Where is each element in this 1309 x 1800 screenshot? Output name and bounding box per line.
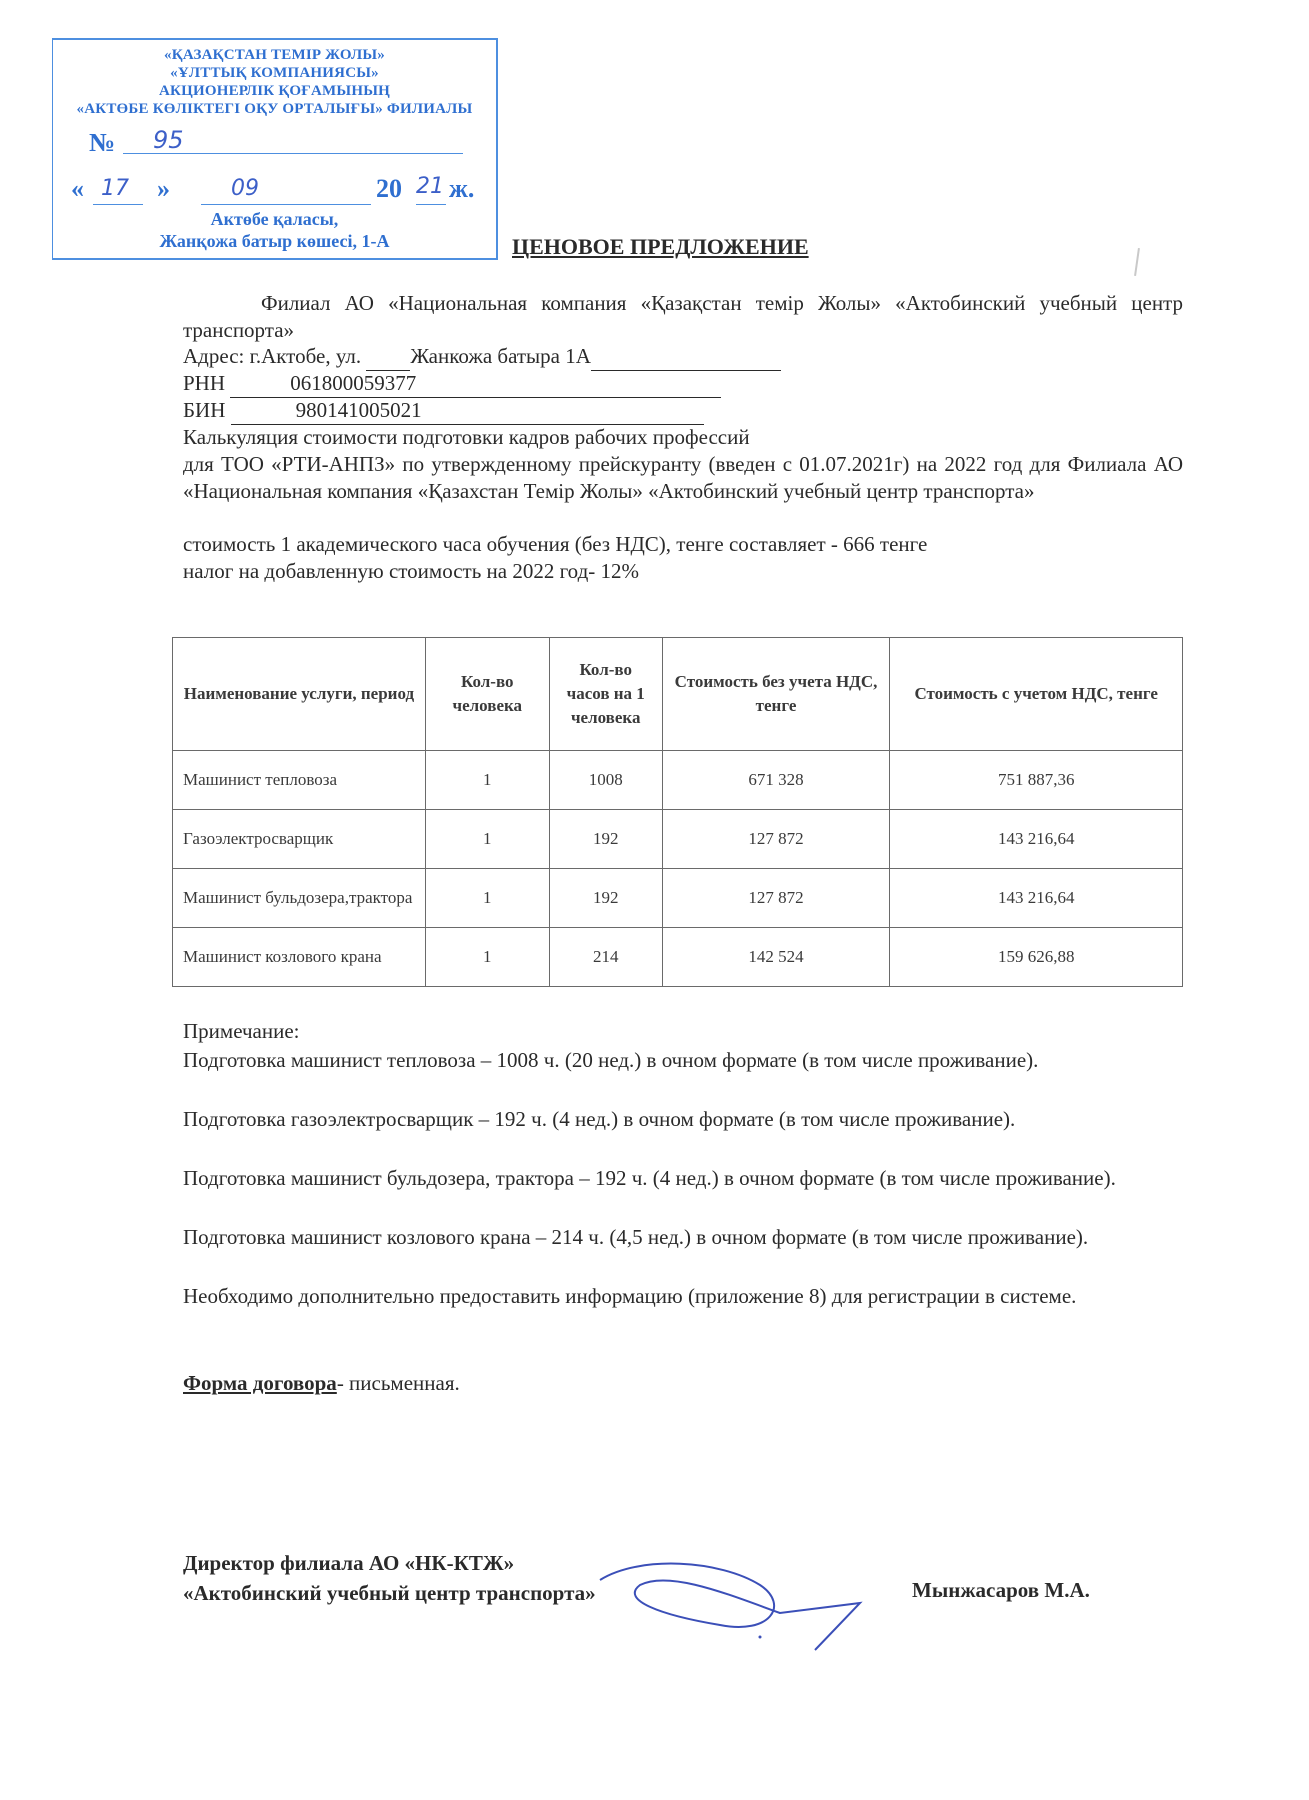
cell-people: 1 (425, 928, 549, 987)
cell-hours: 192 (549, 869, 662, 928)
cell-hours: 1008 (549, 751, 662, 810)
cell-service: Машинист козлового крана (173, 928, 426, 987)
bin-label: БИН (183, 398, 226, 422)
rnn-underline (416, 370, 721, 398)
stamp-number-value: 95 (153, 126, 184, 154)
bin-blank (231, 397, 296, 425)
cell-cost-vat: 159 626,88 (890, 928, 1183, 987)
header-hours: Кол-во часов на 1 человека (549, 638, 662, 751)
stamp-street: Жанқожа батыр көшесі, 1-А (159, 231, 390, 251)
table-row (173, 869, 1183, 928)
cell-hours: 192 (549, 810, 662, 869)
stamp-month: 09 (231, 176, 259, 201)
table-row (173, 751, 1183, 810)
note-item: Необходимо дополнительно предоставить информацию (приложение 8) для регистрации в системе. (183, 1284, 1077, 1308)
stamp-address (53, 208, 496, 252)
stamp-line: «ҰЛТТЫҚ КОМПАНИЯСЫ» (170, 65, 379, 81)
cell-hours: 214 (549, 928, 662, 987)
contract-value: - письменная. (336, 1371, 460, 1395)
cell-cost-vat: 143 216,64 (890, 869, 1183, 928)
header-cost-no-vat: Стоимость без учета НДС, тенге (662, 638, 890, 751)
stamp-day: 17 (101, 176, 129, 201)
address-blank (366, 343, 410, 371)
stamp-line: АКЦИОНЕРЛІК ҚОҒАМЫНЫҢ (158, 83, 390, 99)
cell-people: 1 (425, 869, 549, 928)
bin-line (183, 397, 1183, 425)
cell-cost-no-vat: 127 872 (662, 869, 890, 928)
calc-heading: Калькуляция стоимости подготовки кадров рабочих профессий (183, 425, 750, 449)
note-item: Подготовка машинист козлового крана – 214 ч. (4,5 нед.) в очном формате (в том числе проживание). (183, 1225, 1089, 1249)
bin-underline (422, 397, 704, 425)
rnn-value: 061800059377 (290, 370, 416, 398)
cell-cost-no-vat: 142 524 (662, 928, 890, 987)
stamp-line: «АКТӨБЕ КӨЛІКТЕГІ ОҚУ ОРТАЛЫҒЫ» ФИЛИАЛЫ (76, 101, 473, 117)
rnn-line (183, 370, 1183, 398)
vat-rate: налог на добавленную стоимость на 2022 год- 12% (183, 559, 640, 583)
stamp-date-open-quote: « (71, 174, 84, 203)
registration-stamp (52, 38, 498, 260)
page-title: ЦЕНОВОЕ ПРЕДЛОЖЕНИЕ (512, 234, 809, 259)
address-value: Жанкожа батыра 1А (410, 344, 591, 368)
cell-cost-no-vat: 671 328 (662, 751, 890, 810)
stamp-year-prefix: 20 (376, 174, 402, 203)
note-item: Подготовка газоэлектросварщик – 192 ч. (4 нед.) в очном формате (в том числе проживание). (183, 1107, 1016, 1131)
stamp-month-underline (201, 204, 371, 205)
header-people: Кол-во человека (425, 638, 549, 751)
header-service: Наименование услуги, период (173, 638, 426, 751)
signature-scribble-icon (560, 1545, 880, 1655)
rnn-blank (230, 370, 290, 398)
cell-service: Машинист бульдозера,трактора (173, 869, 426, 928)
signatory-line-2: «Актобинский учебный центр транспорта» (183, 1581, 596, 1605)
cell-cost-no-vat: 127 872 (662, 810, 890, 869)
price-table (172, 637, 1183, 987)
pen-mark (1134, 248, 1140, 276)
cell-service: Газоэлектросварщик (173, 810, 426, 869)
stamp-number-label: № (89, 128, 116, 157)
calc-text: для ТОО «РТИ-АНПЗ» по утвержденному прейскуранту (введен с 01.07.2021г) на 2022 год для Филиала АО «Национальная компания «Қазахстан Темір Жолы» «Актобинский учебный центр транспорта» (183, 452, 1183, 503)
signatory-line-1: Директор филиала АО «НК-КТЖ» (183, 1551, 515, 1575)
hour-cost: стоимость 1 академического часа обучения (без НДС), тенге составляет - 666 тенге (183, 532, 928, 556)
cell-people: 1 (425, 810, 549, 869)
table-row (173, 810, 1183, 869)
table-row (173, 928, 1183, 987)
intro-paragraph: Филиал АО «Национальная компания «Қазақстан темір Жолы» «Актобинский учебный центр транспорта» (183, 291, 1183, 342)
stamp-year-word: ж. (449, 174, 475, 203)
bin-value: 980141005021 (296, 397, 422, 425)
stamp-line: «ҚАЗАҚСТАН ТЕМІР ЖОЛЫ» (164, 47, 385, 63)
address-label: Адрес: г.Актобе, ул. (183, 344, 362, 368)
stamp-year-underline (416, 204, 446, 205)
cell-cost-vat: 751 887,36 (890, 751, 1183, 810)
header-cost-vat: Стоимость с учетом НДС, тенге (890, 638, 1183, 751)
cell-cost-vat: 143 216,64 (890, 810, 1183, 869)
stamp-year-suffix: 21 (416, 174, 444, 199)
table-header-row (173, 638, 1183, 751)
signatory-title (183, 1548, 596, 1608)
address-underline (591, 343, 781, 371)
address-line (183, 343, 1183, 371)
cell-people: 1 (425, 751, 549, 810)
stamp-day-underline (93, 204, 143, 205)
stamp-date-close-quote: » (157, 174, 170, 203)
stamp-city: Актөбе қаласы, (210, 209, 339, 229)
contract-label: Форма договора (183, 1371, 337, 1395)
stamp-number-underline (123, 153, 463, 154)
contract-form (183, 1370, 1183, 1397)
cell-service: Машинист тепловоза (173, 751, 426, 810)
rnn-label: РНН (183, 371, 226, 395)
signatory-name: Мынжасаров М.А. (912, 1578, 1090, 1602)
note-item: Подготовка машинист тепловоза – 1008 ч. (20 нед.) в очном формате (в том числе проживание). (183, 1048, 1039, 1072)
notes-heading: Примечание: (183, 1019, 300, 1043)
note-item: Подготовка машинист бульдозера, трактора – 192 ч. (4 нед.) в очном формате (в том числе проживание). (183, 1166, 1116, 1190)
